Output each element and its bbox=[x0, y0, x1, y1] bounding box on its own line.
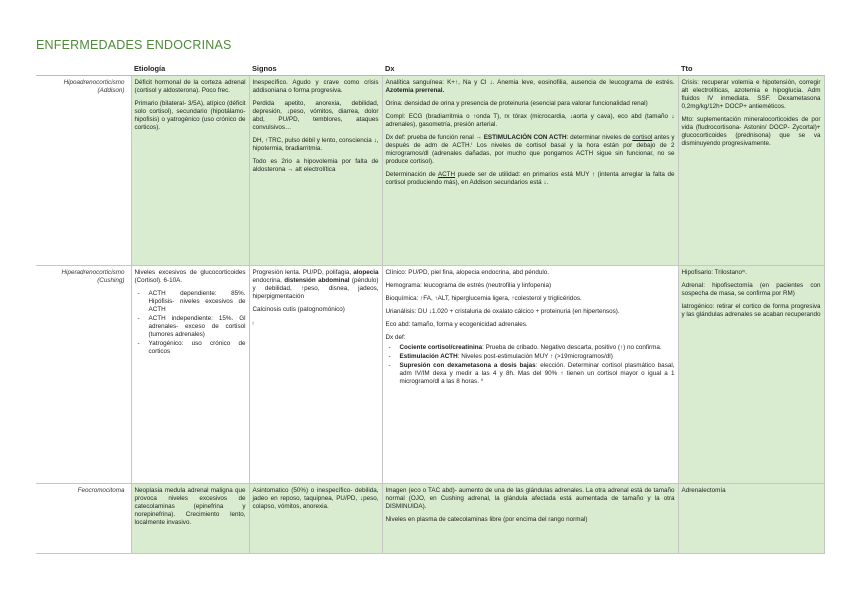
cushing-tto-text: Iatrogénico: retirar el cortico de forma progresiva y las glándulas adrenales se acaban recuperando bbox=[681, 302, 821, 318]
cushing-tto bbox=[678, 266, 824, 484]
addison-signos-text: Todo es 2rio a hipovolemia por falta de aldosterona → alt electrolítica bbox=[252, 157, 379, 173]
list-item: - Estimulación ACTH: Niveles post-estimulación MUY ↑ (>19microgramos/dl) bbox=[400, 353, 675, 361]
addison-etio-text: Déficit hormonal de la corteza adrenal (cortisol y aldosterona). Poco frec. bbox=[134, 79, 246, 94]
addison-tto bbox=[678, 76, 824, 266]
addison-tto-text: Crisis: recuperar volemia e hipotensión, corregir alt electrolíticas, azotemia e hipoglucia. Adm fluidos IV inmediata. SSF. Dexametasona 0,2mg/kg/12h+ DOCP+ antieméticos. bbox=[681, 79, 821, 110]
feo-etio-text: Neoplasia medula adrenal maligna que provoca niveles excesivos de catecolaminas (epinefrina y norepinefrina). Crecimiento lento, localmente invasivo. bbox=[134, 487, 246, 526]
header-empty bbox=[36, 60, 131, 76]
row-label-feocromocitoma: Feocromocitoma bbox=[36, 484, 131, 554]
addison-etio-text: Primario (bilateral- 3/5A), atípico (déficit solo cortisol), secundario (hipotálamo-hipofisis) o yatrogénico (uso crónico de corticos). bbox=[134, 99, 246, 131]
feo-tto bbox=[678, 484, 824, 554]
list-item: - Yatrogénico: uso crónico de corticos bbox=[149, 340, 246, 356]
cushing-tto-text: Hipofisario: Trilostanoⁱᵛ. bbox=[681, 269, 747, 276]
cushing-tto-text: Adrenal: hipofisectomía (en pacientes con sospecha de masa, se confirma por RM) bbox=[681, 281, 821, 297]
cushing-etiologia bbox=[131, 266, 249, 484]
list-item: - ACTH independiente: 15%. Gl adrenales- exceso de cortisol (tumores adrenales) bbox=[149, 315, 246, 339]
addison-dx-text: Determinación de ACTH puede ser de utilidad: en primarios está MUY ↑ (intenta arreglar la falta de cortisol produciendo más), en Addison secundarios está ↓. bbox=[385, 170, 675, 186]
endocrine-table bbox=[36, 60, 825, 554]
cushing-etio-list bbox=[135, 290, 246, 356]
cushing-dx-text: Hemograma: leucograma de estrés (neutrofilia y linfopenia) bbox=[385, 281, 552, 289]
cushing-signos-text: Calcinosis cutis (patognomónico) bbox=[252, 305, 345, 313]
feo-etiologia bbox=[131, 484, 249, 554]
addison-etiologia bbox=[131, 76, 249, 266]
row-label-addison: Hipoadrenocorticismo (Addison) bbox=[36, 76, 131, 266]
cushing-dx-text: Eco abd: tamaño, forma y ecogenicidad adrenales. bbox=[385, 320, 528, 328]
cushing-signos-text: Progresión lenta. PU/PD, polifagia, alopecia endocrina, distensión abdominal (péndulo) y debilidad, ↑peso, disnea, jadeos, hiperpigmentación bbox=[252, 269, 379, 300]
addison-signos bbox=[249, 76, 382, 266]
addison-signos-text: Perdida apetito, anorexia, debilidad, depresión, ↓peso, vómitos, diarrea, dolor abd, PU/PD, temblores, ataques convulsivos… bbox=[252, 99, 379, 131]
header-etiologia: Etiología bbox=[131, 60, 249, 76]
row-label-cushing: Hiperadrenocorticismo (Cushing) bbox=[36, 266, 131, 484]
cushing-signos-footnote: ᵢ bbox=[252, 318, 254, 326]
feo-signos bbox=[249, 484, 382, 554]
cushing-dx-text: Dx def: bbox=[385, 333, 406, 341]
cushing-dx-text: Bioquímica: ↑FA, ↑ALT, hiperglucemia ligera, ↑colesterol y triglicéridos. bbox=[385, 294, 582, 302]
list-item: - Supresión con dexametasona a dosis bajas: elección. Determinar cortisol plasmático basal, adm IV/IM dexa y medir a las 4 y 8h. Mas del 90% ↑ tienen un cortisol mayor o igual a 1 microgramo/dl a las 8 horas. ⁱⁱ bbox=[400, 362, 675, 386]
addison-signos-text: DH, ↑TRC, pulso débil y lento, consciencia ↓, hipotermia, bradiarritmia. bbox=[252, 136, 379, 152]
addison-tto-text: Mto: suplementación mineralocorticoides de por vida (fludrocortisona- Astonin/ DOCP- Zycortal)+ glucocorticoides (prednisona) que se va disminuyendo progresivamente. bbox=[681, 115, 821, 147]
addison-dx-text: Analítica sanguínea: K+↑, Na y Cl ↓. Anemia leve, eosinofilia, ausencia de leucograma de estrés. Azotemia prerrenal. bbox=[385, 79, 675, 94]
cushing-etio-text: Niveles excesivos de glucocorticoides (Cortisol). 6-10A. bbox=[134, 269, 246, 284]
addison-signos-text: Inespecífico. Agudo y crave como crisis addisoniana o forma progresiva. bbox=[252, 79, 379, 94]
feo-dx bbox=[382, 484, 678, 554]
cushing-dx bbox=[382, 266, 678, 484]
cushing-dx-list bbox=[386, 344, 675, 386]
addison-dx-text: Orina: densidad de orina y presencia de proteinuria (esencial para valorar funcionalidad renal) bbox=[385, 99, 648, 107]
header-tto: Tto bbox=[678, 60, 824, 76]
cushing-dx-text: Urianálisis: DU ↓1.020 + cristaluria de oxalato cálcico + proteinuria (en hipertensos). bbox=[385, 307, 620, 315]
table-row-feocromocitoma bbox=[36, 484, 824, 554]
header-row bbox=[36, 60, 824, 76]
cushing-dx-text: Clínico: PU/PD, piel fina, alopecia endocrina, abd péndulo. bbox=[385, 269, 549, 276]
feo-dx-text: Imagen (eco o TAC abd)- aumento de una de las glándulas adrenales. La otra adrenal está de tamaño normal (OJO, en Cushing adrenal, la glándula afectada está aumentada de tamaño y la otra DISMINUIDA). bbox=[385, 487, 675, 510]
header-dx: Dx bbox=[382, 60, 678, 76]
addison-dx-text: Compl: ECG (bradiarritmia o ↑onda T), rx tórax (microcardia, ↓aorta y cava), eco abd (tamaño ↓ adrenales), gasometría, presión arterial. bbox=[385, 112, 675, 128]
table-row-addison bbox=[36, 76, 824, 266]
feo-dx-text: Niveles en plasma de catecolaminas libre (por encima del rango normal) bbox=[385, 515, 588, 523]
feo-tto-text: Adrenalectomía bbox=[681, 487, 726, 494]
page-title: ENFERMEDADES ENDOCRINAS bbox=[36, 38, 232, 52]
addison-dx bbox=[382, 76, 678, 266]
feo-signos-text: Asintomatico (50%) o inespecífico- debilida, jadeo en reposo, taquipnea, PU/PD, ↓peso, colapso, vómitos, anorexia. bbox=[252, 487, 379, 510]
addison-dx-text: Dx def: prueba de función renal → ESTIMULACIÓN CON ACTH: determinar niveles de cortisol antes y después de adm de ACTH.ⁱ Los niveles de cortisol basal y la hora están por debajo de 2 microgramos/dl (adrenales dañadas, por mucho que pongamos ACTH sigue sin funcionar, no se produce cortisol). bbox=[385, 133, 675, 165]
list-item: - ACTH dependiente: 85%. Hipófisis- niveles excesivos de ACTH bbox=[149, 290, 246, 314]
list-item: - Cociente cortisol/creatinina: Prueba de cribado. Negativo descarta, positivo (↑) no confirma. bbox=[400, 344, 675, 352]
header-signos: Signos bbox=[249, 60, 382, 76]
cushing-signos bbox=[249, 266, 382, 484]
table-row-cushing bbox=[36, 266, 824, 484]
